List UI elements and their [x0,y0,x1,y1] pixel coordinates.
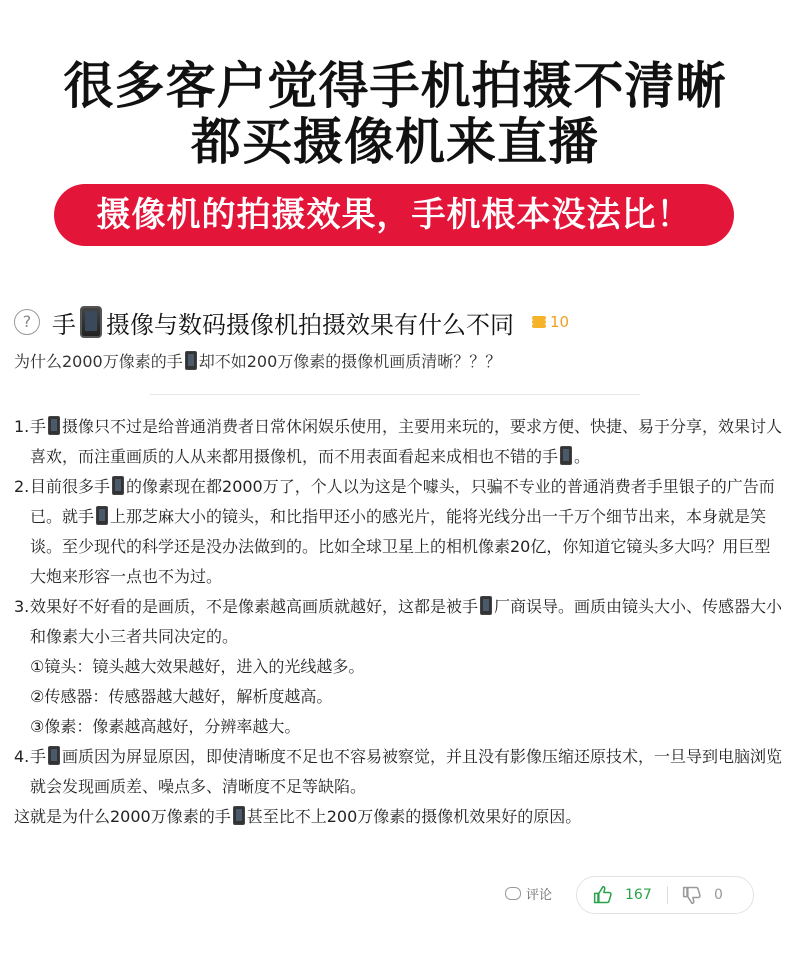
answer-text: 上那芝麻大小的镜头，和比指甲还小的感光片，能将光线分出一千万个细节出来，本身就是笑谈。至少现代的科学还是没办法做到的。比如全球卫星上的相机像素20亿，你知道它镜头多大吗？用巨型大炮来形容一点也不为过。 [30,507,771,586]
comment-label: 评论 [526,888,553,903]
phone-emoji-icon [185,351,197,370]
point-number: 4. [14,747,30,766]
point-number: 2. [14,477,30,496]
question-title[interactable] [52,305,514,340]
answer-footer [0,876,790,914]
answer-text: 效果好不好看的是画质，不是像素越高画质就越好，这都是被手 [30,597,479,616]
upvote-count: 167 [625,887,652,903]
upvote-button[interactable] [577,885,667,905]
downvote-button[interactable] [668,885,723,905]
comment-icon [505,887,521,900]
question-desc-part-2: 却不如200万像素的摄像机画质清晰？？？ [198,352,502,371]
phone-emoji-icon [96,506,108,525]
answer-text: 摄像只不过是给普通消费者日常休闲娱乐使用，主要用来玩的，要求方便、快捷、易于分享，效果讨人喜欢，而注重画质的人从来都用摄像机，而不用表面看起来成相也不错的手 [30,417,783,466]
answer-subitem: ③像素：像素越高越好，分辨率越大。 [30,717,301,736]
point-number: 1. [14,417,30,436]
question-description [14,350,501,374]
answer-point-4 [14,742,784,802]
thumbs-up-icon [593,885,613,905]
point-number: 3. [14,597,30,616]
thumbs-down-icon [682,885,702,905]
answer-text: 甚至比不上200万像素的摄像机效果好的原因。 [246,807,582,826]
answer-text: 这就是为什么2000万像素的手 [14,807,231,826]
divider [150,394,640,395]
red-banner: 摄像机的拍摄效果，手机根本没法比！ [54,184,734,246]
answer-text: 目前很多手 [30,477,111,496]
phone-emoji-icon [233,806,245,825]
question-title-prefix: 手 [52,310,76,339]
comment-button[interactable] [505,884,552,903]
phone-emoji-icon [48,746,60,765]
answer-point-2 [14,472,784,592]
coin-icon [532,316,546,328]
coin-count: 10 [550,313,570,331]
answer-subitem: ①镜头：镜头越大效果越好，进入的光线越多。 [30,657,365,676]
headline-line-1: 很多客户觉得手机拍摄不清晰 [63,57,727,115]
question-desc-part-1: 为什么2000万像素的手 [14,352,183,371]
question-header [14,302,569,342]
answer-body [14,412,784,832]
answer-text: 手 [30,747,47,766]
answer-conclusion [14,802,784,832]
headline-line-2: 都买摄像机来直播 [191,113,599,171]
question-title-text: 摄像与数码摄像机拍摄效果有什么不同 [106,310,514,339]
phone-emoji-icon [560,446,572,465]
phone-emoji-icon [112,476,124,495]
phone-emoji-icon [480,596,492,615]
answer-point-1 [14,412,784,472]
answer-text: 手 [30,417,47,436]
vote-box [576,876,754,914]
answer-text: 画质因为屏显原因，即使清晰度不足也不容易被察觉，并且没有影像压缩还原技术，一旦导到电脑浏览就会发现画质差、噪点多、清晰度不足等缺陷。 [30,747,783,796]
phone-emoji-icon [80,306,102,338]
downvote-count: 0 [714,887,723,903]
answer-text: 。 [574,447,591,466]
answer-text: 的像素现在都2000万了，个人以为这是个噱头，只骗不专业的普通消费者手里银子的广告而已。就手 [30,477,775,526]
answer-text: 厂商误导。画质由镜头大小、传感器大小和像素大小三者共同决定的。 [30,597,783,646]
answer-point-3 [14,592,784,652]
reward-coins [532,313,569,331]
question-icon: ? [14,309,40,335]
phone-emoji-icon [48,416,60,435]
answer-subitem: ②传感器：传感器越大越好，解析度越高。 [30,687,333,706]
